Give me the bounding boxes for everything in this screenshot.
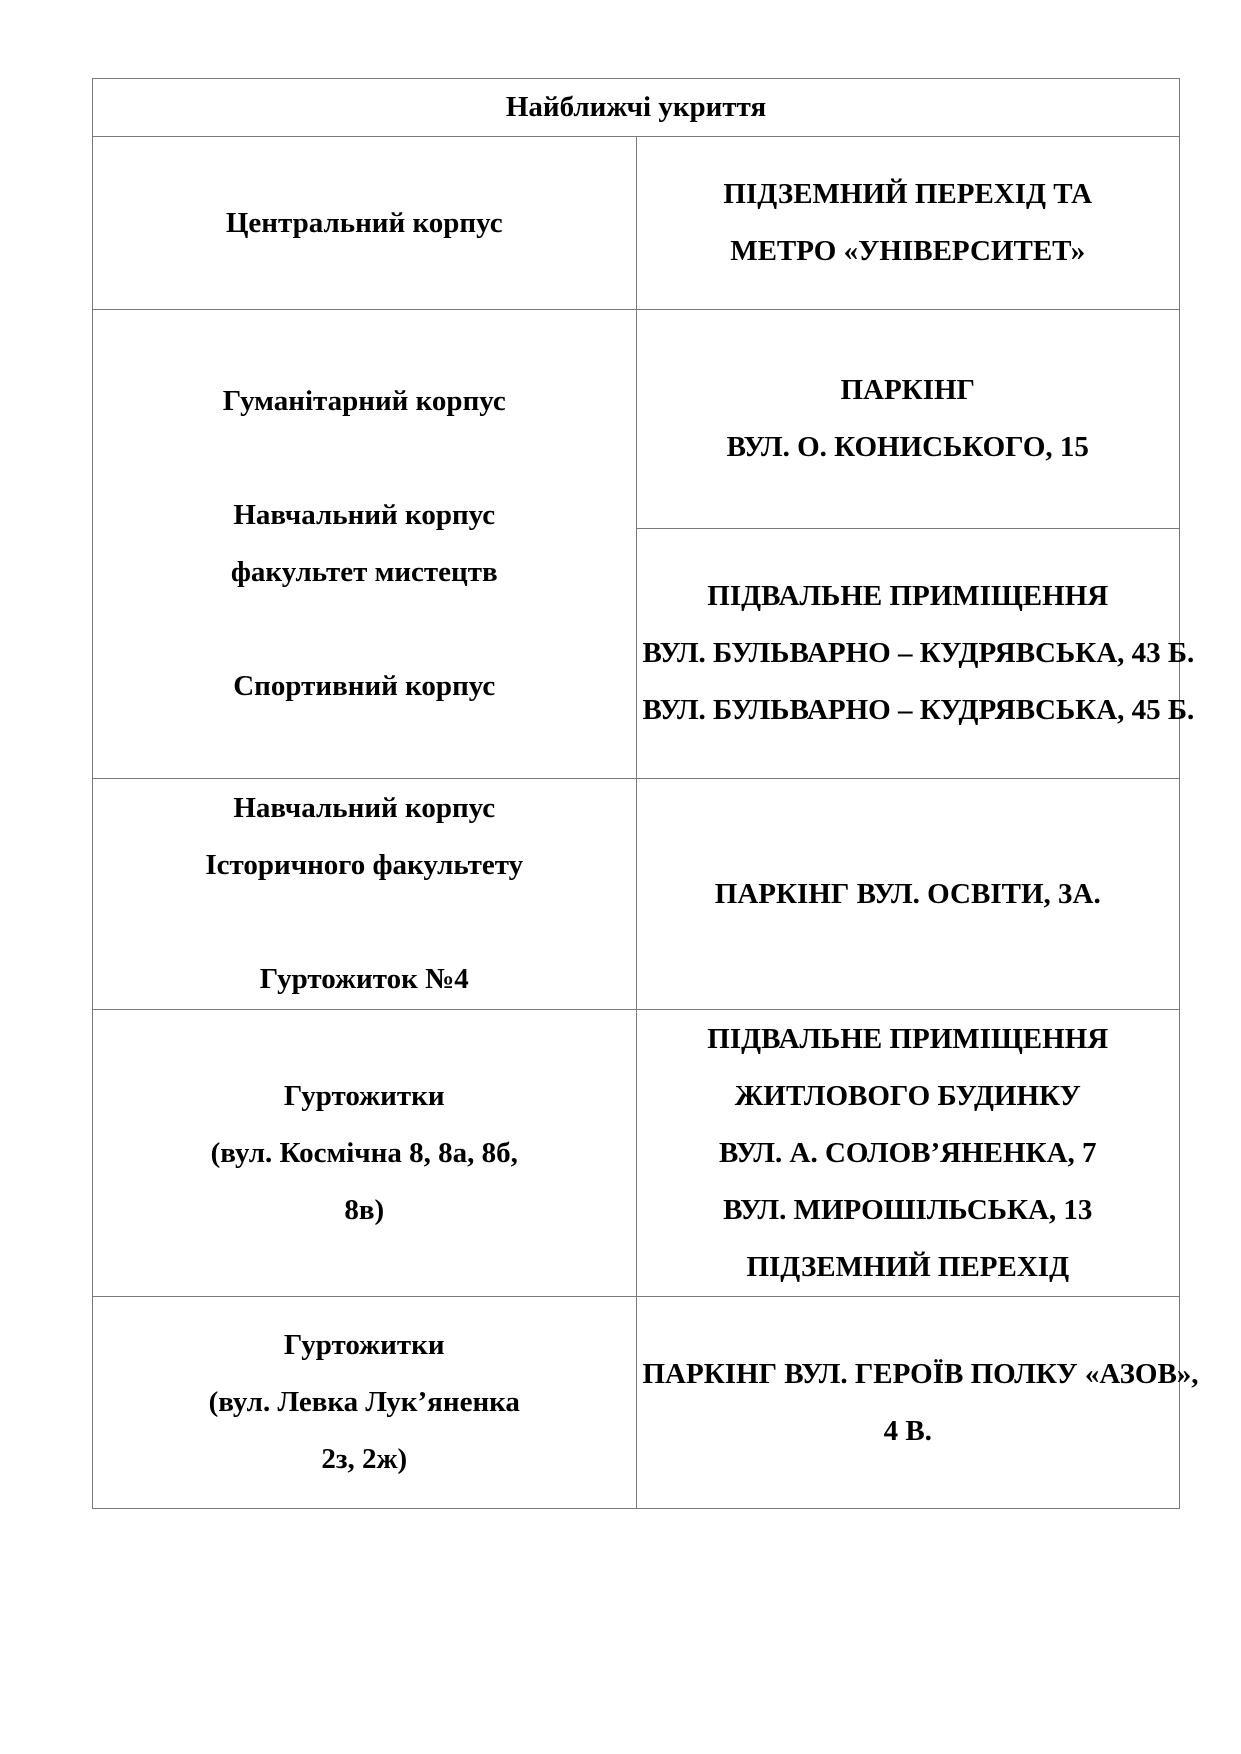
table-row [93,1010,1180,1297]
title-text: Найближчі укриття [505,91,767,123]
shelter-line: ВУЛ. МИРОШІЛЬСЬКА, 13 [723,1193,1093,1226]
shelter-line: ПАРКІНГ ВУЛ. ОСВІТИ, 3А. [714,877,1101,910]
shelter-line: ВУЛ. А. СОЛОВ’ЯНЕНКА, 7 [718,1136,1097,1169]
shelter-line: ПАРКІНГ ВУЛ. ГЕРОЇВ ПОЛКУ «АЗОВ», [642,1357,1199,1390]
building-name: Центральний корпус [225,206,503,239]
building-name: 2з, 2ж) [321,1443,408,1475]
shelter-line: ПІДЗЕМНИЙ ПЕРЕХІД ТА [723,178,1093,210]
table-row [93,1297,1180,1509]
building-name: Спортивний корпус [233,670,496,702]
building-name: Гуртожиток №4 [259,963,469,995]
building-cell [93,779,637,1010]
shelter-line: ПАРКІНГ [840,374,976,406]
table-title [93,79,1180,137]
shelter-line: ПІДВАЛЬНЕ ПРИМІЩЕННЯ [707,1022,1109,1055]
shelter-cell [636,529,1195,779]
building-cell [93,137,637,310]
building-name: Історичного факультету [205,849,524,881]
shelter-line: ВУЛ. БУЛЬВАРНО – КУДРЯВСЬКА, 43 Б. [642,637,1195,669]
building-name: (вул. Левка Лук’яненка [208,1386,520,1418]
shelter-line: ВУЛ. БУЛЬВАРНО – КУДРЯВСЬКА, 45 Б. [642,694,1195,726]
shelters-table [92,78,1199,1509]
shelter-line: ПІДВАЛЬНЕ ПРИМІЩЕННЯ [707,580,1109,612]
building-name: Гуртожитки [283,1329,445,1361]
shelter-line: 4 В. [883,1414,932,1447]
shelter-cell [636,1010,1180,1297]
shelter-cell [636,779,1180,1010]
table-row [93,137,1180,310]
shelter-cell [636,1297,1199,1509]
building-name: факультет мистецтв [230,556,498,588]
building-cell [93,1297,637,1509]
shelter-cell [636,310,1180,529]
shelter-line: МЕТРО «УНІВЕРСИТЕТ» [730,235,1086,267]
building-name: Гуманітарний корпус [222,385,506,417]
shelter-line: ВУЛ. О. КОНИСЬКОГО, 15 [726,431,1089,463]
shelter-cell [636,137,1180,310]
building-cell [93,1010,637,1297]
building-cell [93,310,637,779]
building-name: (вул. Космічна 8, 8а, 8б, [210,1136,518,1169]
building-name: 8в) [344,1193,385,1226]
building-name: Навчальний корпус [233,499,496,531]
table-row [93,310,1180,529]
shelter-line: ПІДЗЕМНИЙ ПЕРЕХІД [746,1250,1070,1283]
building-name: Навчальний корпус [233,792,496,824]
shelter-line: ЖИТЛОВОГО БУДИНКУ [734,1079,1081,1112]
building-name: Гуртожитки [283,1079,445,1112]
table-row [93,779,1180,1010]
